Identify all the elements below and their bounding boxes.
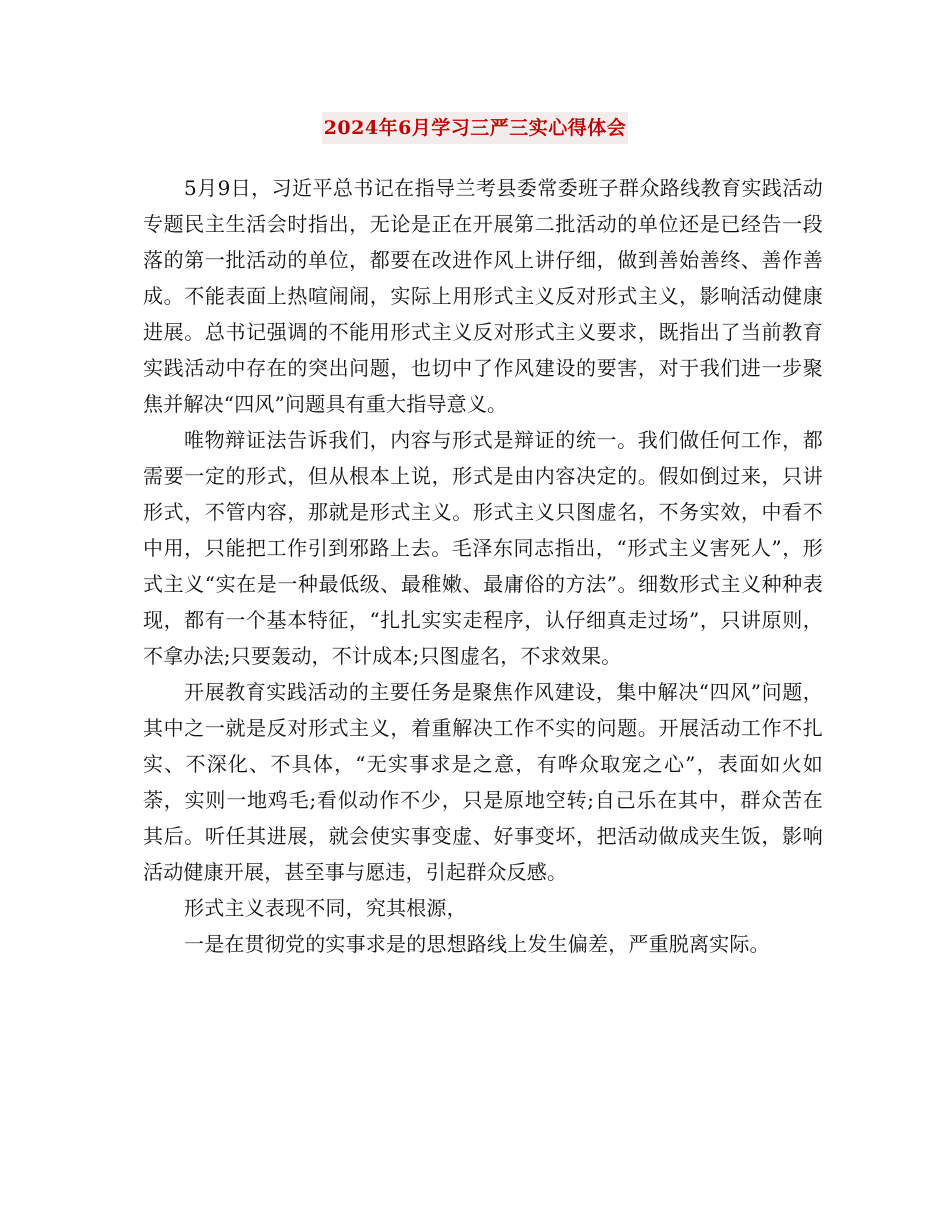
document-body	[143, 170, 823, 962]
paragraph-3: 开展教育实践活动的主要任务是聚焦作风建设，集中解决“四风”问题，其中之一就是反对形式主义，着重解决工作不实的问题。开展活动工作不扎实、不深化、不具体，“无实事求是之意，有哗众取宠之心”，表面如火如荼，实则一地鸡毛;看似动作不少，只是原地空转;自己乐在其中，群众苦在其后。听任其进展，就会使实事变虚、好事变坏，把活动做成夹生饭，影响活动健康开展，甚至事与愿违，引起群众反感。	[143, 680, 823, 884]
paragraph-4: 形式主义表现不同，究其根源，	[184, 896, 467, 920]
paragraph-2: 唯物辩证法告诉我们，内容与形式是辩证的统一。我们做任何工作，都需要一定的形式，但从根本上说，形式是由内容决定的。假如倒过来，只讲形式，不管内容，那就是形式主义。形式主义只图虚名，不务实效，中看不中用，只能把工作引到邪路上去。毛泽东同志指出，“形式主义害死人”，形式主义“实在是一种最低级、最稚嫩、最庸俗的方法”。细数形式主义种种表现，都有一个基本特征，“扎扎实实走程序，认仔细真走过场”，只讲原则，不拿办法;只要轰动，不计成本;只图虚名，不求效果。	[143, 428, 823, 668]
paragraph-5: 一是在贯彻党的实事求是的思想路线上发生偏差，严重脱离实际。	[184, 932, 770, 956]
document-title: 2024年6月学习三严三实心得体会	[322, 112, 629, 144]
title-container	[0, 112, 950, 144]
paragraph-1: 5月9日，习近平总书记在指导兰考县委常委班子群众路线教育实践活动专题民主生活会时指出，无论是正在开展第二批活动的单位还是已经告一段落的第一批活动的单位，都要在改进作风上讲仔细，做到善始善终、善作善成。不能表面上热喧闹闹，实际上用形式主义反对形式主义，影响活动健康进展。总书记强调的不能用形式主义反对形式主义要求，既指出了当前教育实践活动中存在的突出问题，也切中了作风建设的要害，对于我们进一步聚焦并解决“四风”问题具有重大指导意义。	[143, 176, 823, 416]
